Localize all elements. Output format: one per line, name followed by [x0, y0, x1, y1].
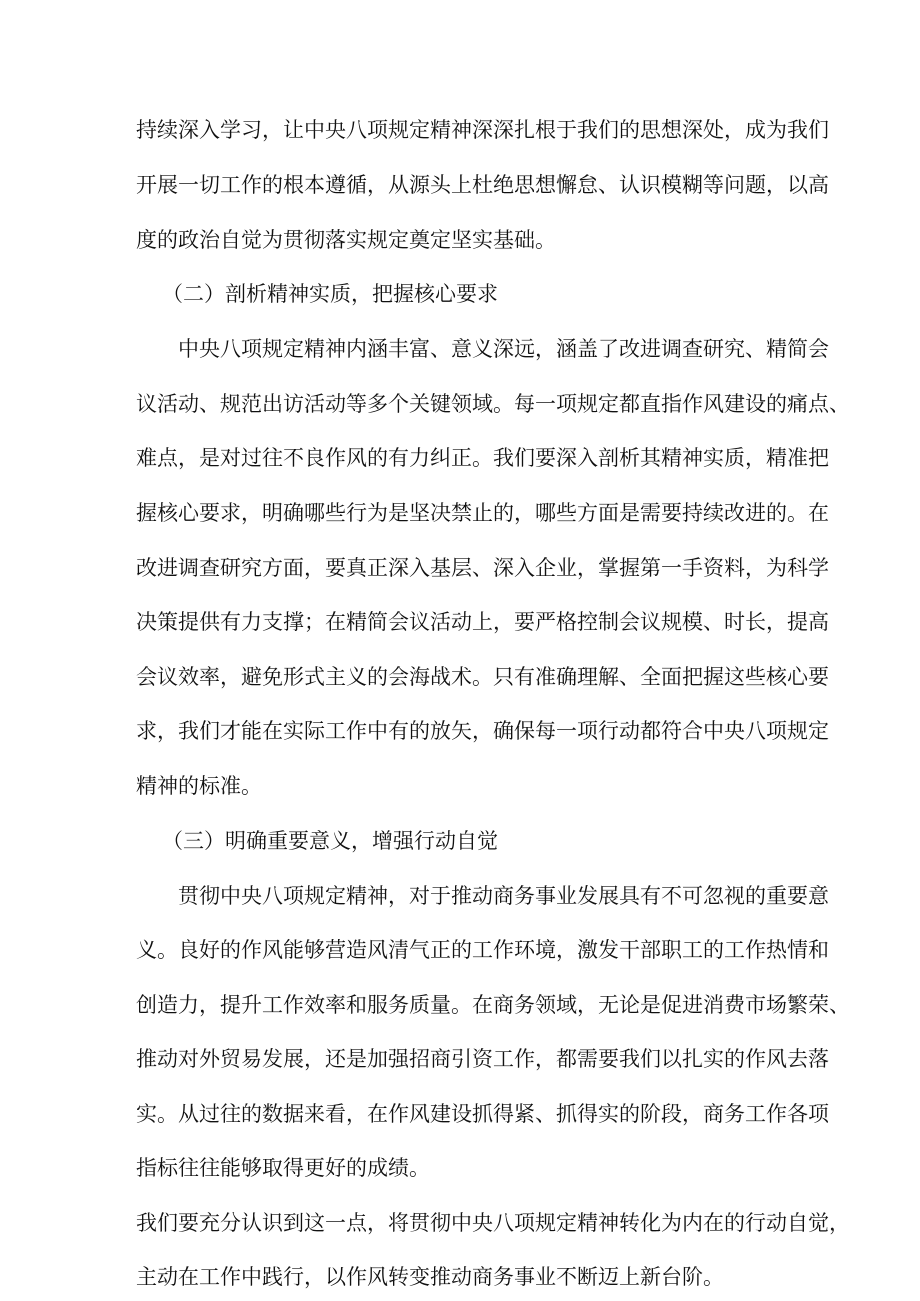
paragraph-2-line-6: 决策提供有力支撑；在精简会议活动上，要严格控制会议规模、时长，提高 — [136, 610, 829, 634]
paragraph-1-line-1: 持续深入学习，让中央八项规定精神深深扎根于我们的思想深处，成为我们 — [136, 118, 829, 142]
paragraph-1-line-3: 度的政治自觉为贯彻落实规定奠定坚实基础。 — [136, 228, 556, 252]
paragraph-3-line-1: 贯彻中央八项规定精神，对于推动商务事业发展具有不可忽视的重要意 — [178, 884, 829, 908]
paragraph-2-line-5: 改进调查研究方面，要真正深入基层、深入企业，掌握第一手资料，为科学 — [136, 556, 829, 580]
paragraph-3-line-6: 指标往往能够取得更好的成绩。 — [136, 1156, 430, 1180]
paragraph-2-line-3: 难点，是对过往不良作风的有力纠正。我们要深入剖析其精神实质，精准把 — [136, 446, 829, 470]
paragraph-4-line-1: 我们要充分认识到这一点，将贯彻中央八项规定精神转化为内在的行动自觉， — [136, 1211, 850, 1235]
paragraph-3-line-5: 实。从过往的数据来看，在作风建设抓得紧、抓得实的阶段，商务工作各项 — [136, 1102, 829, 1126]
paragraph-2-line-7: 会议效率，避免形式主义的会海战术。只有准确理解、全面把握这些核心要 — [136, 665, 829, 689]
paragraph-2-line-4: 握核心要求，明确哪些行为是坚决禁止的，哪些方面是需要持续改进的。在 — [136, 501, 829, 525]
paragraph-4-line-2: 主动在工作中践行，以作风转变推动商务事业不断迈上新台阶。 — [136, 1265, 724, 1289]
paragraph-3-line-2: 义。良好的作风能够营造风清气正的工作环境，激发干部职工的工作热情和 — [136, 938, 829, 962]
paragraph-3-line-3: 创造力，提升工作效率和服务质量。在商务领域，无论是促进消费市场繁荣、 — [136, 993, 850, 1017]
paragraph-2-line-8: 求，我们才能在实际工作中有的放矢，确保每一项行动都符合中央八项规定 — [136, 719, 829, 743]
section-heading-3: （三）明确重要意义，增强行动自觉 — [162, 829, 498, 853]
paragraph-2-line-2: 议活动、规范出访活动等多个关键领域。每一项规定都直指作风建设的痛点、 — [136, 392, 850, 416]
paragraph-3-line-4: 推动对外贸易发展，还是加强招商引资工作，都需要我们以扎实的作风去落 — [136, 1047, 829, 1071]
paragraph-1-line-2: 开展一切工作的根本遵循，从源头上杜绝思想懈怠、认识模糊等问题，以高 — [136, 173, 829, 197]
section-heading-2: （二）剖析精神实质，把握核心要求 — [162, 282, 498, 306]
paragraph-2-line-9: 精神的标准。 — [136, 774, 262, 798]
paragraph-2-line-1: 中央八项规定精神内涵丰富、意义深远，涵盖了改进调查研究、精简会 — [178, 337, 829, 361]
